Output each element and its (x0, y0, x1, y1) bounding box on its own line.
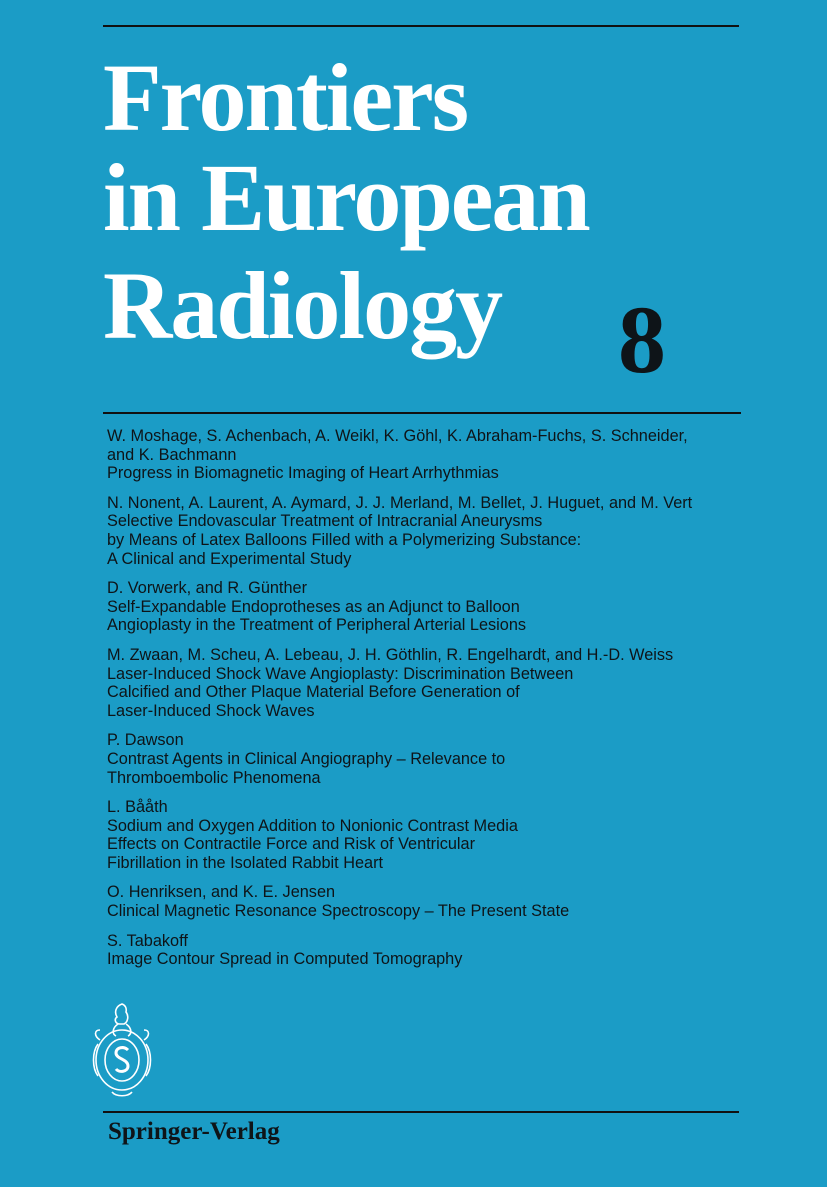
article-entry (107, 883, 747, 920)
article-entry (107, 646, 747, 720)
article-line: Contrast Agents in Clinical Angiography – Relevance to (107, 749, 506, 768)
article-line: A Clinical and Experimental Study (107, 549, 352, 568)
article-line: Effects on Contractile Force and Risk of Ventricular (107, 835, 476, 854)
article-entry (107, 932, 747, 969)
contents-list (107, 427, 747, 980)
article-entry (107, 731, 747, 787)
article-line: Sodium and Oxygen Addition to Nonionic Contrast Media (107, 816, 518, 835)
title-line-3: Radiology (103, 252, 502, 359)
article-line: M. Zwaan, M. Scheu, A. Lebeau, J. H. Göthlin, R. Engelhardt, and H.-D. Weiss (107, 645, 674, 664)
article-line: W. Moshage, S. Achenbach, A. Weikl, K. Göhl, K. Abraham-Fuchs, S. Schneider, (107, 427, 688, 445)
article-line: Image Contour Spread in Computed Tomography (107, 950, 463, 969)
article-line: Thromboembolic Phenomena (107, 768, 321, 787)
article-line: L. Bååth (107, 798, 168, 817)
article-line: N. Nonent, A. Laurent, A. Aymard, J. J. Merland, M. Bellet, J. Huguet, and M. Vert (107, 493, 693, 512)
article-line: D. Vorwerk, and R. Günther (107, 579, 307, 598)
article-line: Laser-Induced Shock Wave Angioplasty: Discrimination Between (107, 664, 574, 683)
publisher-name: Springer-Verlag (108, 1118, 280, 1145)
article-line: by Means of Latex Balloons Filled with a Polymerizing Substance: (107, 530, 582, 549)
title-line-2: in European (103, 144, 589, 251)
article-line: O. Henriksen, and K. E. Jensen (107, 883, 336, 902)
article-entry (107, 798, 747, 872)
article-entry (107, 579, 747, 635)
article-line: Angioplasty in the Treatment of Peripheral Arterial Lesions (107, 616, 527, 635)
bottom-rule (103, 1111, 739, 1113)
article-line: Calcified and Other Plaque Material Before Generation of (107, 683, 520, 702)
middle-rule (103, 412, 741, 414)
article-line: Self-Expandable Endoprotheses as an Adjunct to Balloon (107, 597, 520, 616)
article-line: Fibrillation in the Isolated Rabbit Heart (107, 853, 384, 872)
article-line: Clinical Magnetic Resonance Spectroscopy – The Present State (107, 902, 570, 921)
article-line: Selective Endovascular Treatment of Intracranial Aneurysms (107, 512, 543, 531)
article-entry (107, 494, 747, 568)
title-line-1: Frontiers (103, 44, 468, 151)
springer-horse-logo-icon (90, 1000, 154, 1100)
article-line: Progress in Biomagnetic Imaging of Heart Arrhythmias (107, 464, 499, 483)
article-line: S. Tabakoff (107, 931, 188, 950)
article-entry (107, 427, 747, 483)
top-rule (103, 25, 739, 27)
volume-number: 8 (618, 286, 666, 393)
article-line: and K. Bachmann (107, 445, 237, 464)
article-line: Laser-Induced Shock Waves (107, 701, 315, 720)
article-line: P. Dawson (107, 731, 184, 750)
